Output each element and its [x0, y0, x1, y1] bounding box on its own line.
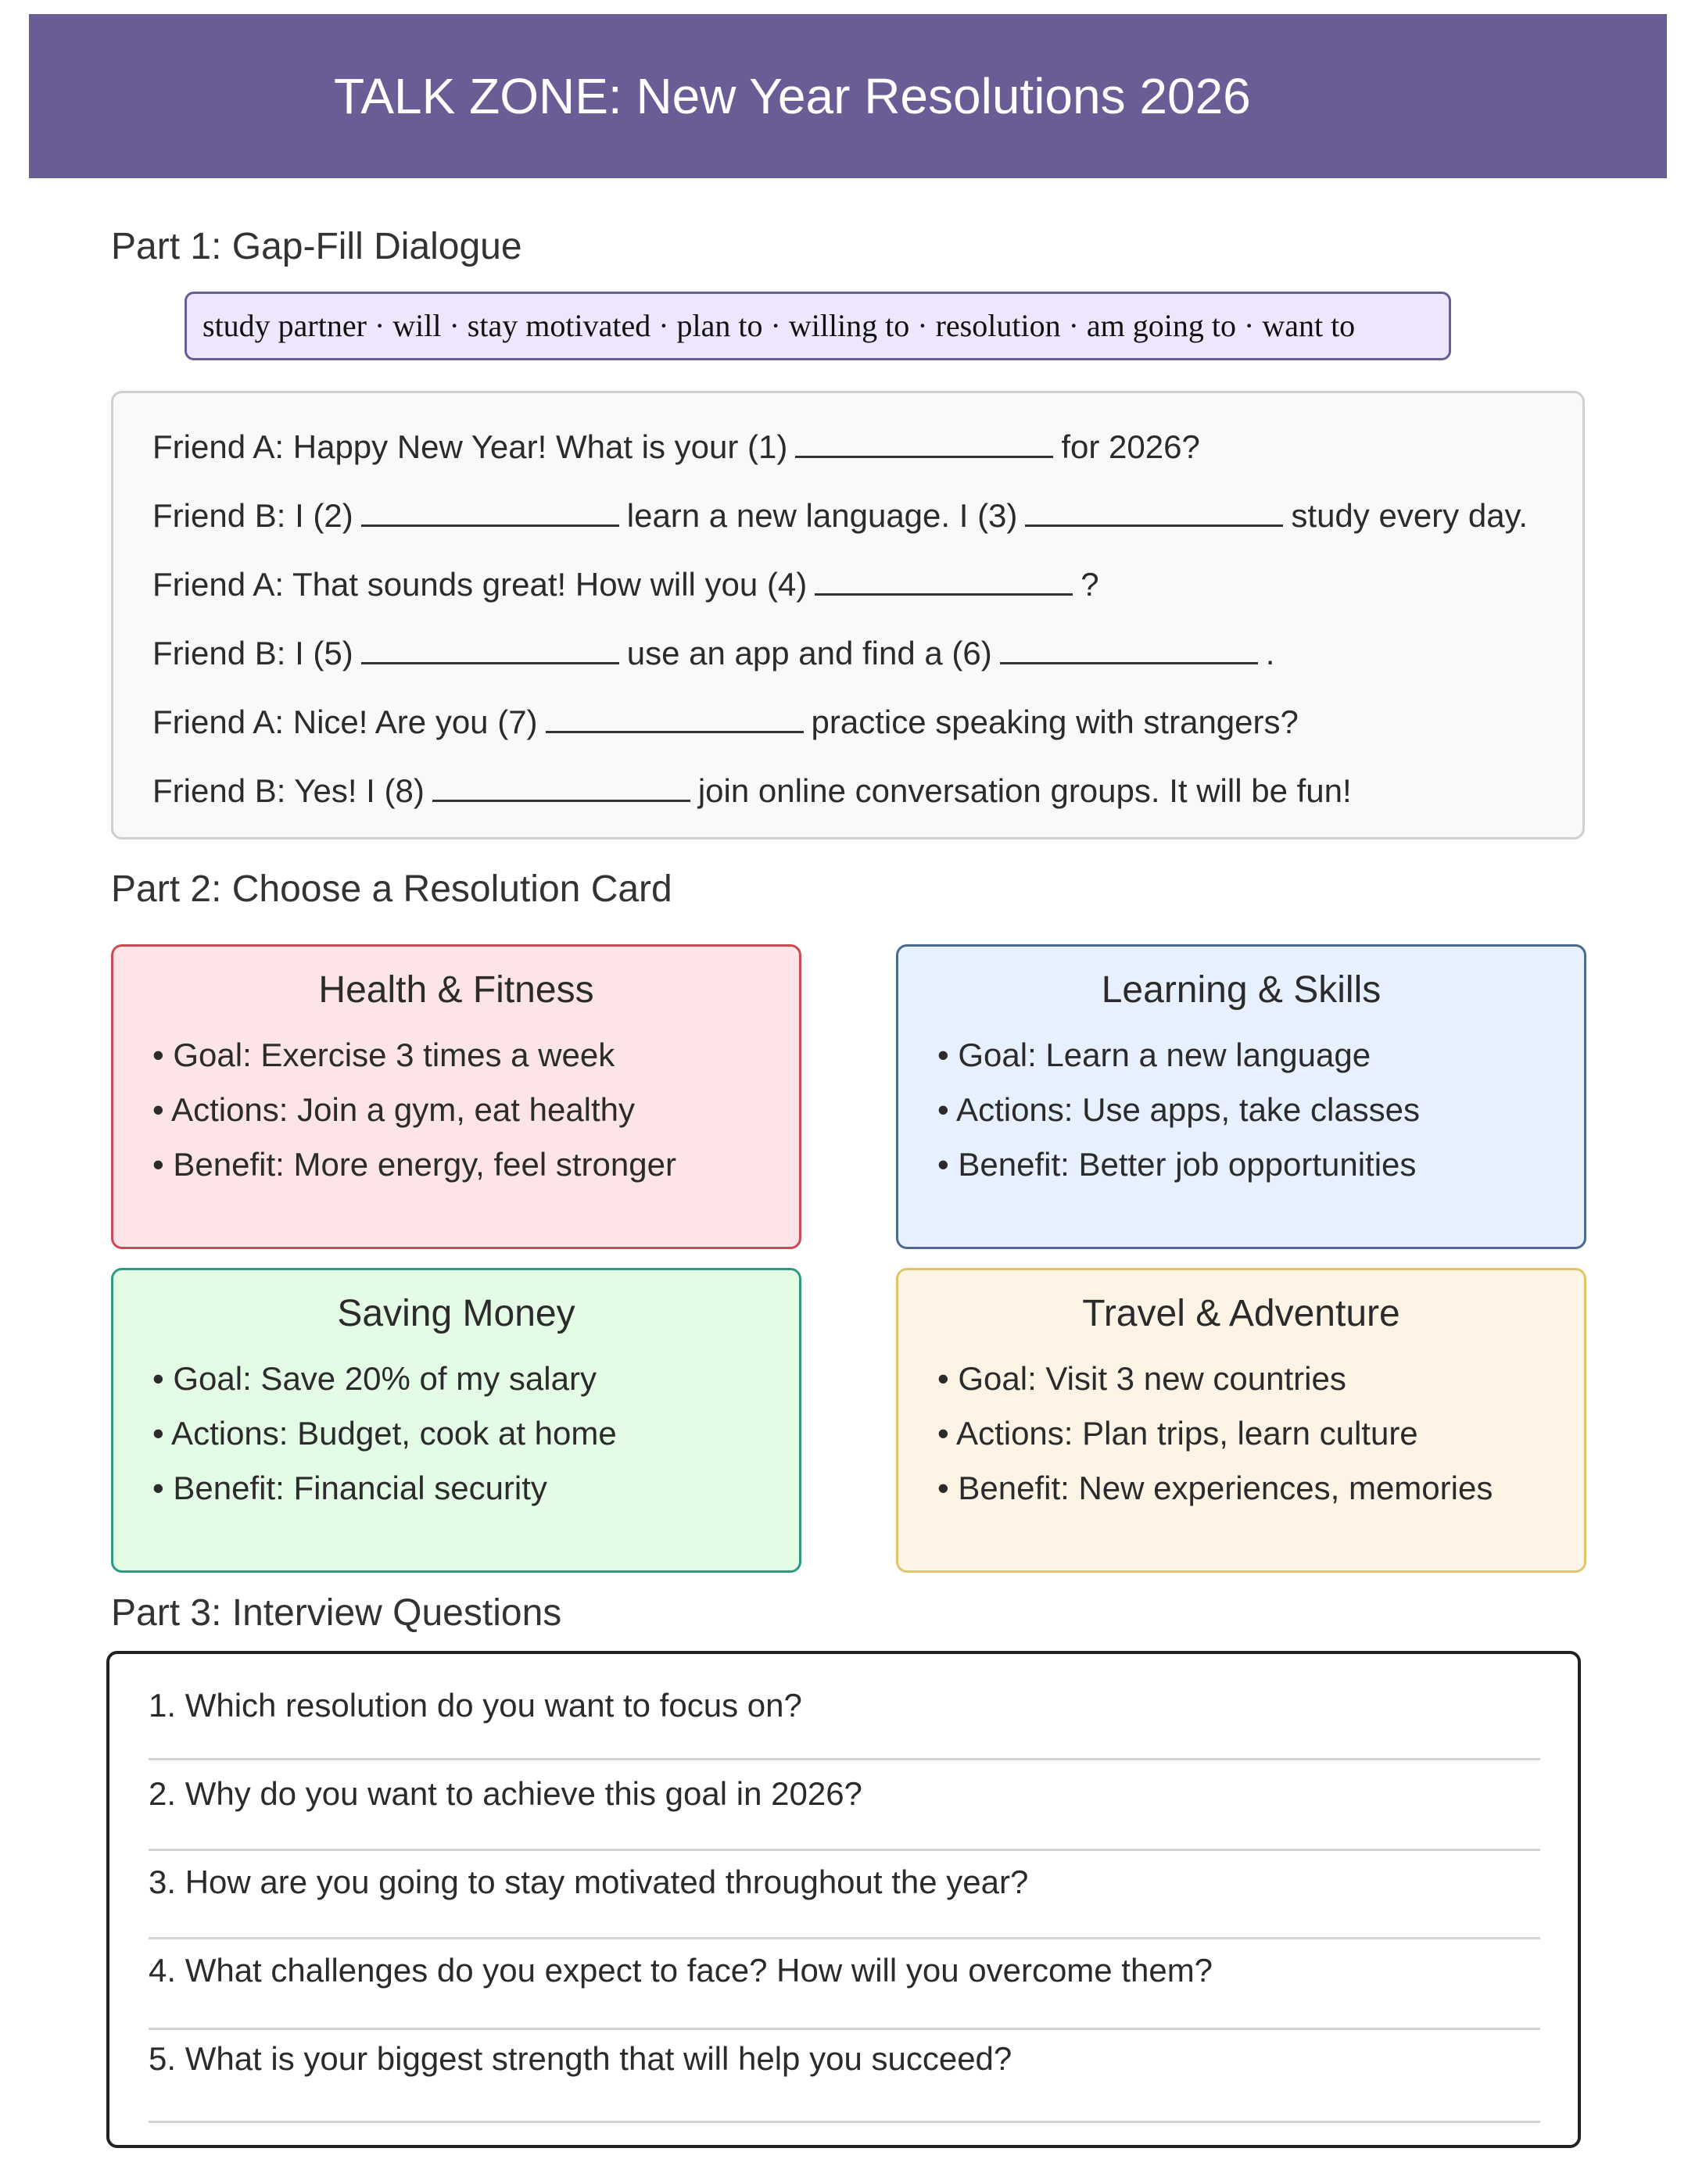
dialogue-line-1: Friend A: Happy New Year! What is your (1) for 2026? — [152, 428, 1200, 465]
word-bank: study partner · will · stay motivated · plan to · willing to · resolution · am going to · want to — [185, 292, 1451, 360]
card-benefit: • Benefit: Better job opportunities — [937, 1146, 1417, 1183]
card-title: Learning & Skills — [1101, 969, 1382, 1011]
gap-1[interactable] — [795, 429, 1053, 458]
part2-title: Part 2: Choose a Resolution Card — [111, 868, 672, 910]
answer-line-1[interactable] — [149, 1758, 1540, 1760]
card-actions: • Actions: Use apps, take classes — [937, 1091, 1420, 1128]
card-actions: • Actions: Join a gym, eat healthy — [152, 1091, 636, 1128]
card-goal: • Goal: Visit 3 new countries — [937, 1360, 1346, 1397]
card-title: Travel & Adventure — [1082, 1293, 1400, 1334]
card-learning-skills[interactable] — [896, 944, 1586, 1249]
answer-line-4[interactable] — [149, 2028, 1540, 2030]
gap-8[interactable] — [432, 773, 690, 802]
answer-line-2[interactable] — [149, 1849, 1540, 1851]
card-saving-money[interactable] — [111, 1268, 801, 1573]
card-title: Saving Money — [337, 1293, 575, 1334]
card-benefit: • Benefit: Financial security — [152, 1470, 547, 1506]
gap-6[interactable] — [1000, 636, 1258, 664]
part1-title: Part 1: Gap-Fill Dialogue — [111, 226, 522, 267]
card-actions: • Actions: Budget, cook at home — [152, 1415, 617, 1452]
dialogue-box — [111, 391, 1585, 840]
gap-5[interactable] — [361, 636, 619, 664]
dialogue-line-2: Friend B: I (2) learn a new language. I (3) study every day. — [152, 497, 1529, 534]
card-travel-adventure[interactable] — [896, 1268, 1586, 1573]
dialogue-line-3: Friend A: That sounds great! How will you (4) ? — [152, 566, 1099, 603]
gap-3[interactable] — [1025, 498, 1283, 527]
interview-box — [106, 1651, 1581, 2148]
card-goal: • Goal: Save 20% of my salary — [152, 1360, 597, 1397]
dialogue-line-5: Friend A: Nice! Are you (7) practice speaking with strangers? — [152, 704, 1299, 740]
gap-7[interactable] — [546, 704, 804, 733]
question-2: 2. Why do you want to achieve this goal in 2026? — [149, 1775, 862, 1812]
card-actions: • Actions: Plan trips, learn culture — [937, 1415, 1418, 1452]
answer-line-3[interactable] — [149, 1937, 1540, 1939]
part3-title: Part 3: Interview Questions — [111, 1592, 562, 1634]
question-3: 3. How are you going to stay motivated throughout the year? — [149, 1864, 1029, 1900]
card-title: Health & Fitness — [318, 969, 594, 1011]
card-goal: • Goal: Exercise 3 times a week — [152, 1037, 615, 1073]
page-title: TALK ZONE: New Year Resolutions 2026 — [334, 68, 1251, 124]
dialogue-line-6: Friend B: Yes! I (8) join online conversation groups. It will be fun! — [152, 772, 1352, 809]
card-benefit: • Benefit: New experiences, memories — [937, 1470, 1493, 1506]
card-benefit: • Benefit: More energy, feel stronger — [152, 1146, 676, 1183]
question-1: 1. Which resolution do you want to focus on? — [149, 1687, 802, 1724]
card-health-fitness[interactable] — [111, 944, 801, 1249]
question-4: 4. What challenges do you expect to face? How will you overcome them? — [149, 1952, 1213, 1989]
card-goal: • Goal: Learn a new language — [937, 1037, 1371, 1073]
question-5: 5. What is your biggest strength that will help you succeed? — [149, 2040, 1012, 2077]
gap-2[interactable] — [361, 498, 619, 527]
dialogue-line-4: Friend B: I (5) use an app and find a (6) . — [152, 635, 1275, 671]
answer-line-5[interactable] — [149, 2121, 1540, 2123]
gap-4[interactable] — [815, 567, 1073, 596]
header-banner — [29, 14, 1667, 178]
